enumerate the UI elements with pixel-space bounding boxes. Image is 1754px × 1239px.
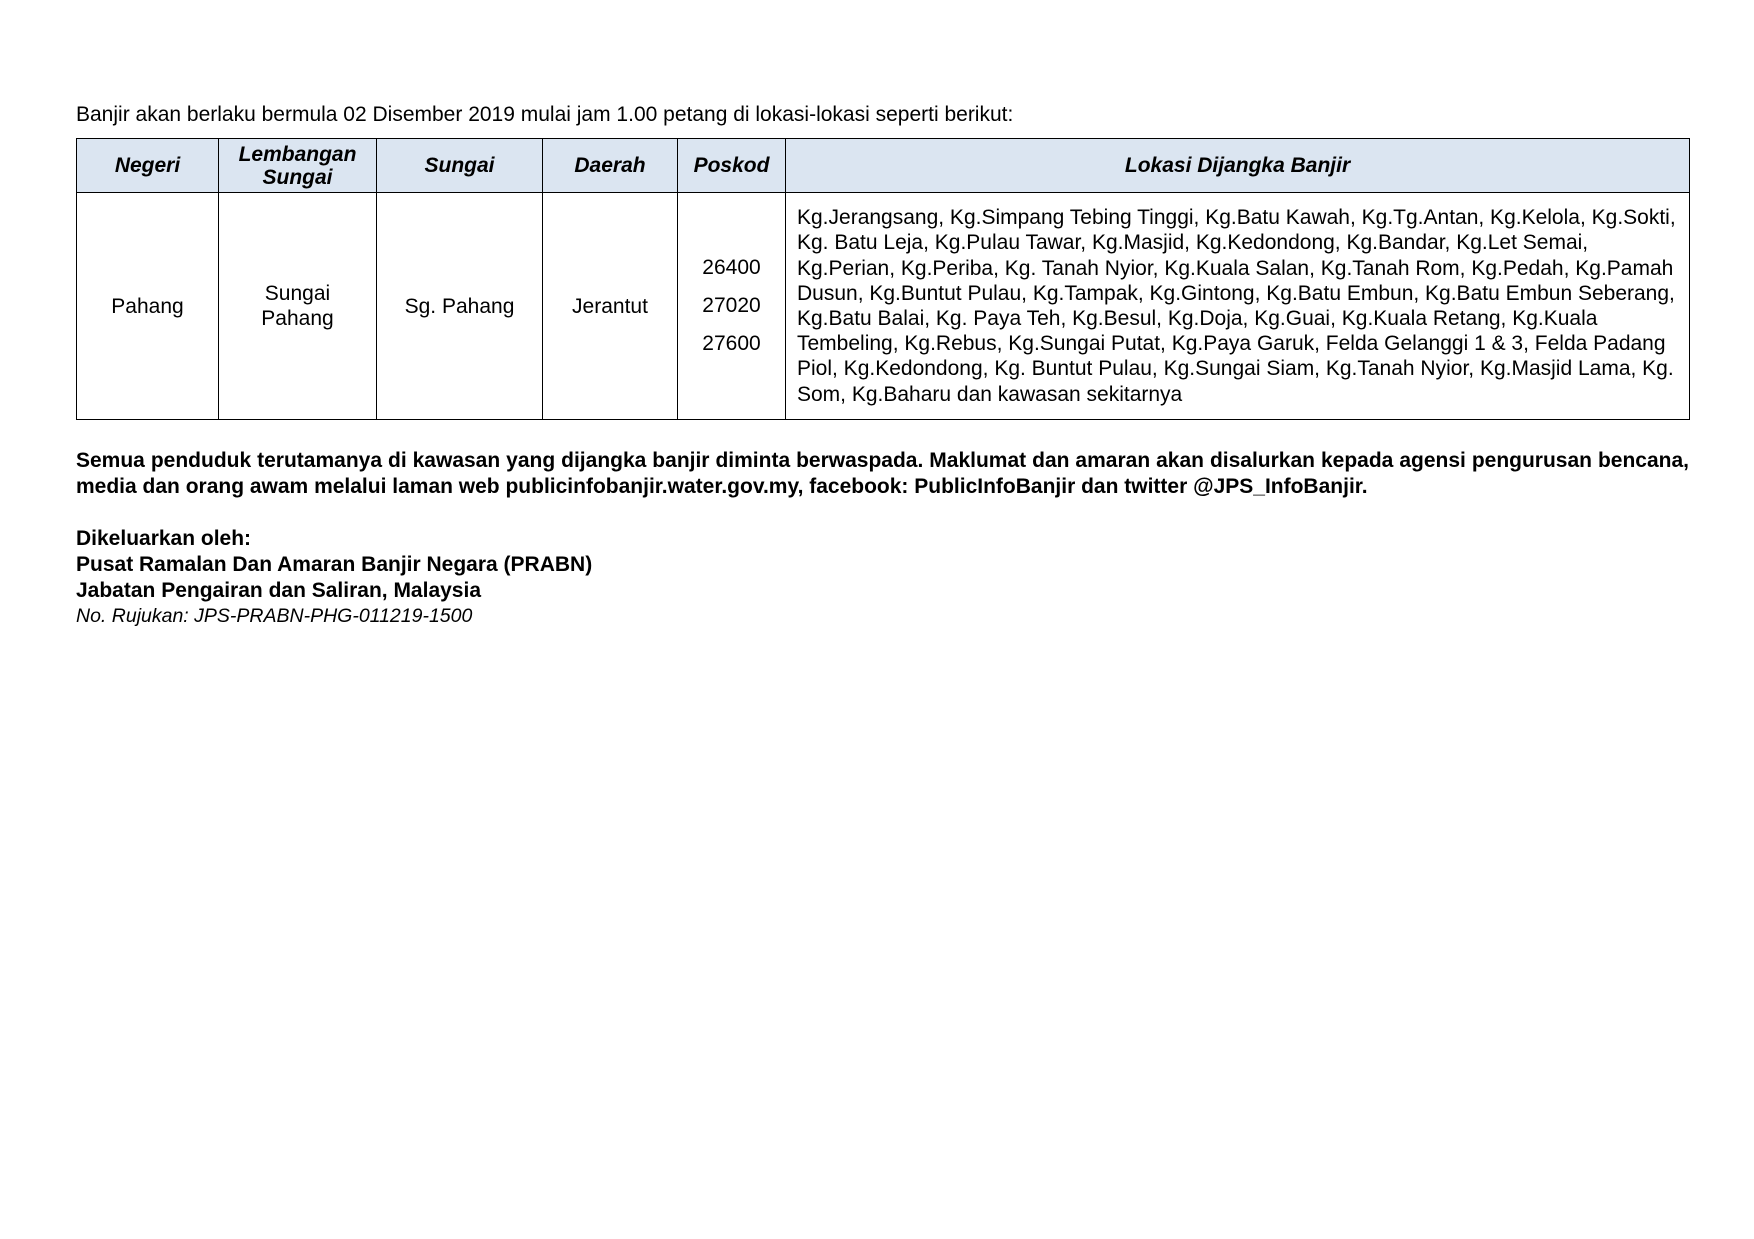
header-poskod: Poskod — [678, 139, 786, 193]
document-page — [76, 102, 1689, 629]
header-lokasi: Lokasi Dijangka Banjir — [786, 139, 1690, 193]
poskod-value: 26400 — [702, 256, 761, 279]
cell-sungai: Sg. Pahang — [377, 193, 543, 420]
cell-lembangan: Sungai Pahang — [219, 193, 377, 420]
cell-daerah: Jerantut — [543, 193, 678, 420]
poskod-value: 27020 — [702, 294, 761, 317]
notice-text: Semua penduduk terutamanya di kawasan yang dijangka banjir diminta berwaspada. Maklumat dan amaran akan disalurkan kepada agensi pengurusan bencana, media dan orang awam melalui laman web publicinfobanjir.water.gov.my, facebook: PublicInfoBanjir dan twitter @JPS_InfoBanjir. — [76, 449, 1689, 498]
table-row — [77, 193, 1690, 420]
header-sungai: Sungai — [377, 139, 543, 193]
poskod-value: 27600 — [702, 332, 761, 355]
intro-text: Banjir akan berlaku bermula 02 Disember 2019 mulai jam 1.00 petang di lokasi-lokasi seperti berikut: — [76, 103, 1014, 126]
flood-table — [76, 138, 1690, 420]
header-daerah: Daerah — [543, 139, 678, 193]
reference-number: No. Rujukan: JPS-PRABN-PHG-011219-1500 — [76, 605, 473, 627]
cell-negeri: Pahang — [77, 193, 219, 420]
issuer-block — [76, 526, 1689, 629]
cell-poskod — [678, 193, 786, 420]
header-lembangan-sungai: Lembangan Sungai — [219, 139, 377, 193]
issuer-label: Dikeluarkan oleh: — [76, 527, 252, 550]
issuer-dept: Jabatan Pengairan dan Saliran, Malaysia — [76, 579, 481, 602]
header-negeri: Negeri — [77, 139, 219, 193]
table-header-row — [77, 139, 1690, 193]
issuer-org: Pusat Ramalan Dan Amaran Banjir Negara (PRABN) — [76, 553, 593, 576]
cell-lokasi: Kg.Jerangsang, Kg.Simpang Tebing Tinggi, Kg.Batu Kawah, Kg.Tg.Antan, Kg.Kelola, Kg.Sokti, Kg. Batu Leja, Kg.Pulau Tawar, Kg.Masjid, Kg.Kedondong, Kg.Bandar, Kg.Let Semai, Kg.Perian, Kg.Periba, Kg. Tanah Nyior, Kg.Kuala Salan, Kg.Tanah Rom, Kg.Pedah, Kg.Pamah Dusun, Kg.Buntut Pulau, Kg.Tampak, Kg.Gintong, Kg.Batu Embun, Kg.Batu Embun Seberang, Kg.Batu Balai, Kg. Paya Teh, Kg.Besul, Kg.Doja, Kg.Guai, Kg.Kuala Retang, Kg.Kuala Tembeling, Kg.Rebus, Kg.Sungai Putat, Kg.Paya Garuk, Felda Gelanggi 1 & 3, Felda Padang Piol, Kg.Kedondong, Kg. Buntut Pulau, Kg.Sungai Siam, Kg.Tanah Nyior, Kg.Masjid Lama, Kg. Som, Kg.Baharu dan kawasan sekitarnya — [786, 193, 1690, 420]
